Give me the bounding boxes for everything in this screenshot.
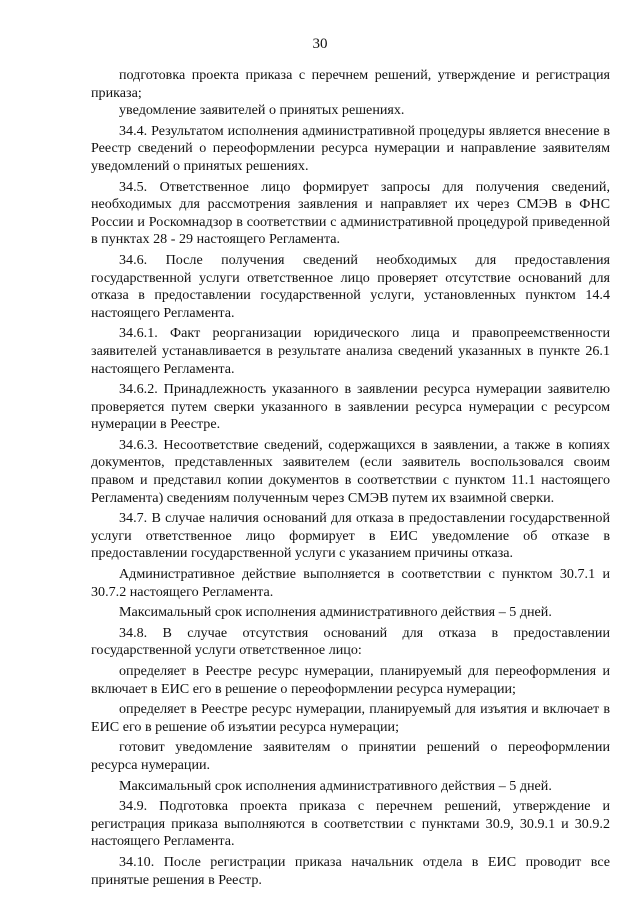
paragraph-determine-reissue: определяет в Реестре ресурс нумерации, планируемый для переоформления и включает в ЕИС его в решение о переоформлении ресурса нумерации; [91,663,610,697]
paragraph-34-6-1: 34.6.1. Факт реорганизации юридического лица и правопреемственности заявителей устанавливается в результате анализа сведений указанных в пункте 26.1 настоящего Регламента. [91,325,610,377]
paragraph-max-term-2: Максимальный срок исполнения административного действия – 5 дней. [119,777,552,794]
paragraph-34-6: 34.6. После получения сведений необходимых для предоставления государственной услуги ответственное лицо проверяет отсутствие оснований для отказа в предоставлении государственной услуги, установленных пунктом 14.4 настоящего Регламента. [91,251,610,321]
paragraph-34-6-3: 34.6.3. Несоответствие сведений, содержащихся в заявлении, а также в копиях документов, представленных заявителем (если заявитель воспользовался своим правом и представил копии документов в соответствии с пунктом 11.1 настоящего Регламента) сведениям полученным через СМЭВ путем их взаимной сверки. [91,436,610,506]
paragraph-max-term-1: Максимальный срок исполнения административного действия – 5 дней. [119,604,552,621]
paragraph-notify-applicants: уведомление заявителей о принятых решениях. [119,102,405,119]
paragraph-admin-action: Административное действие выполняется в соответствии с пунктом 30.7.1 и 30.7.2 настоящего Регламента. [91,566,610,600]
paragraph-determine-withdraw: определяет в Реестре ресурс нумерации, планируемый для изъятия и включает в ЕИС его в решение об изъятии ресурса нумерации; [91,701,610,735]
document-body [91,67,610,889]
page-number: 30 [312,36,328,52]
paragraph-prepare-notice: готовит уведомление заявителям о принятии решений о переоформлении ресурса нумерации. [91,739,610,773]
paragraph-34-6-2: 34.6.2. Принадлежность указанного в заявлении ресурса нумерации заявителю проверяется путем сверки указанного в заявлении ресурса нумерации с ресурсом нумерации в Реестре. [91,381,610,433]
paragraph-34-7: 34.7. В случае наличия оснований для отказа в предоставлении государственной услуги ответственное лицо формирует в ЕИС уведомление об отказе в предоставлении государственной услуги с указанием причины отказа. [91,510,610,562]
paragraph-34-5: 34.5. Ответственное лицо формирует запросы для получения сведений, необходимых для рассмотрения заявления и направляет их через СМЭВ в ФНС России и Роскомнадзор в соответствии с административной процедурой приведенной в пунктах 28 - 29 настоящего Регламента. [91,178,610,248]
paragraph-34-4: 34.4. Результатом исполнения административной процедуры является внесение в Реестр сведений о переоформлении ресурса нумерации и направление заявителям уведомлений о принятых решениях. [91,122,610,174]
paragraph-34-10: 34.10. После регистрации приказа начальник отдела в ЕИС проводит все принятые решения в Реестр. [91,853,610,888]
paragraph-34-9: 34.9. Подготовка проекта приказа с перечнем решений, утверждение и регистрация приказа выполняются в соответствии с пунктами 30.9, 30.9.1 и 30.9.2 настоящего Регламента. [91,798,610,850]
paragraph-34-8: 34.8. В случае отсутствия оснований для отказа в предоставлении государственной услуги ответственное лицо: [91,624,610,659]
paragraph-prep-order: подготовка проекта приказа с перечнем решений, утверждение и регистрация приказа; [91,67,610,101]
